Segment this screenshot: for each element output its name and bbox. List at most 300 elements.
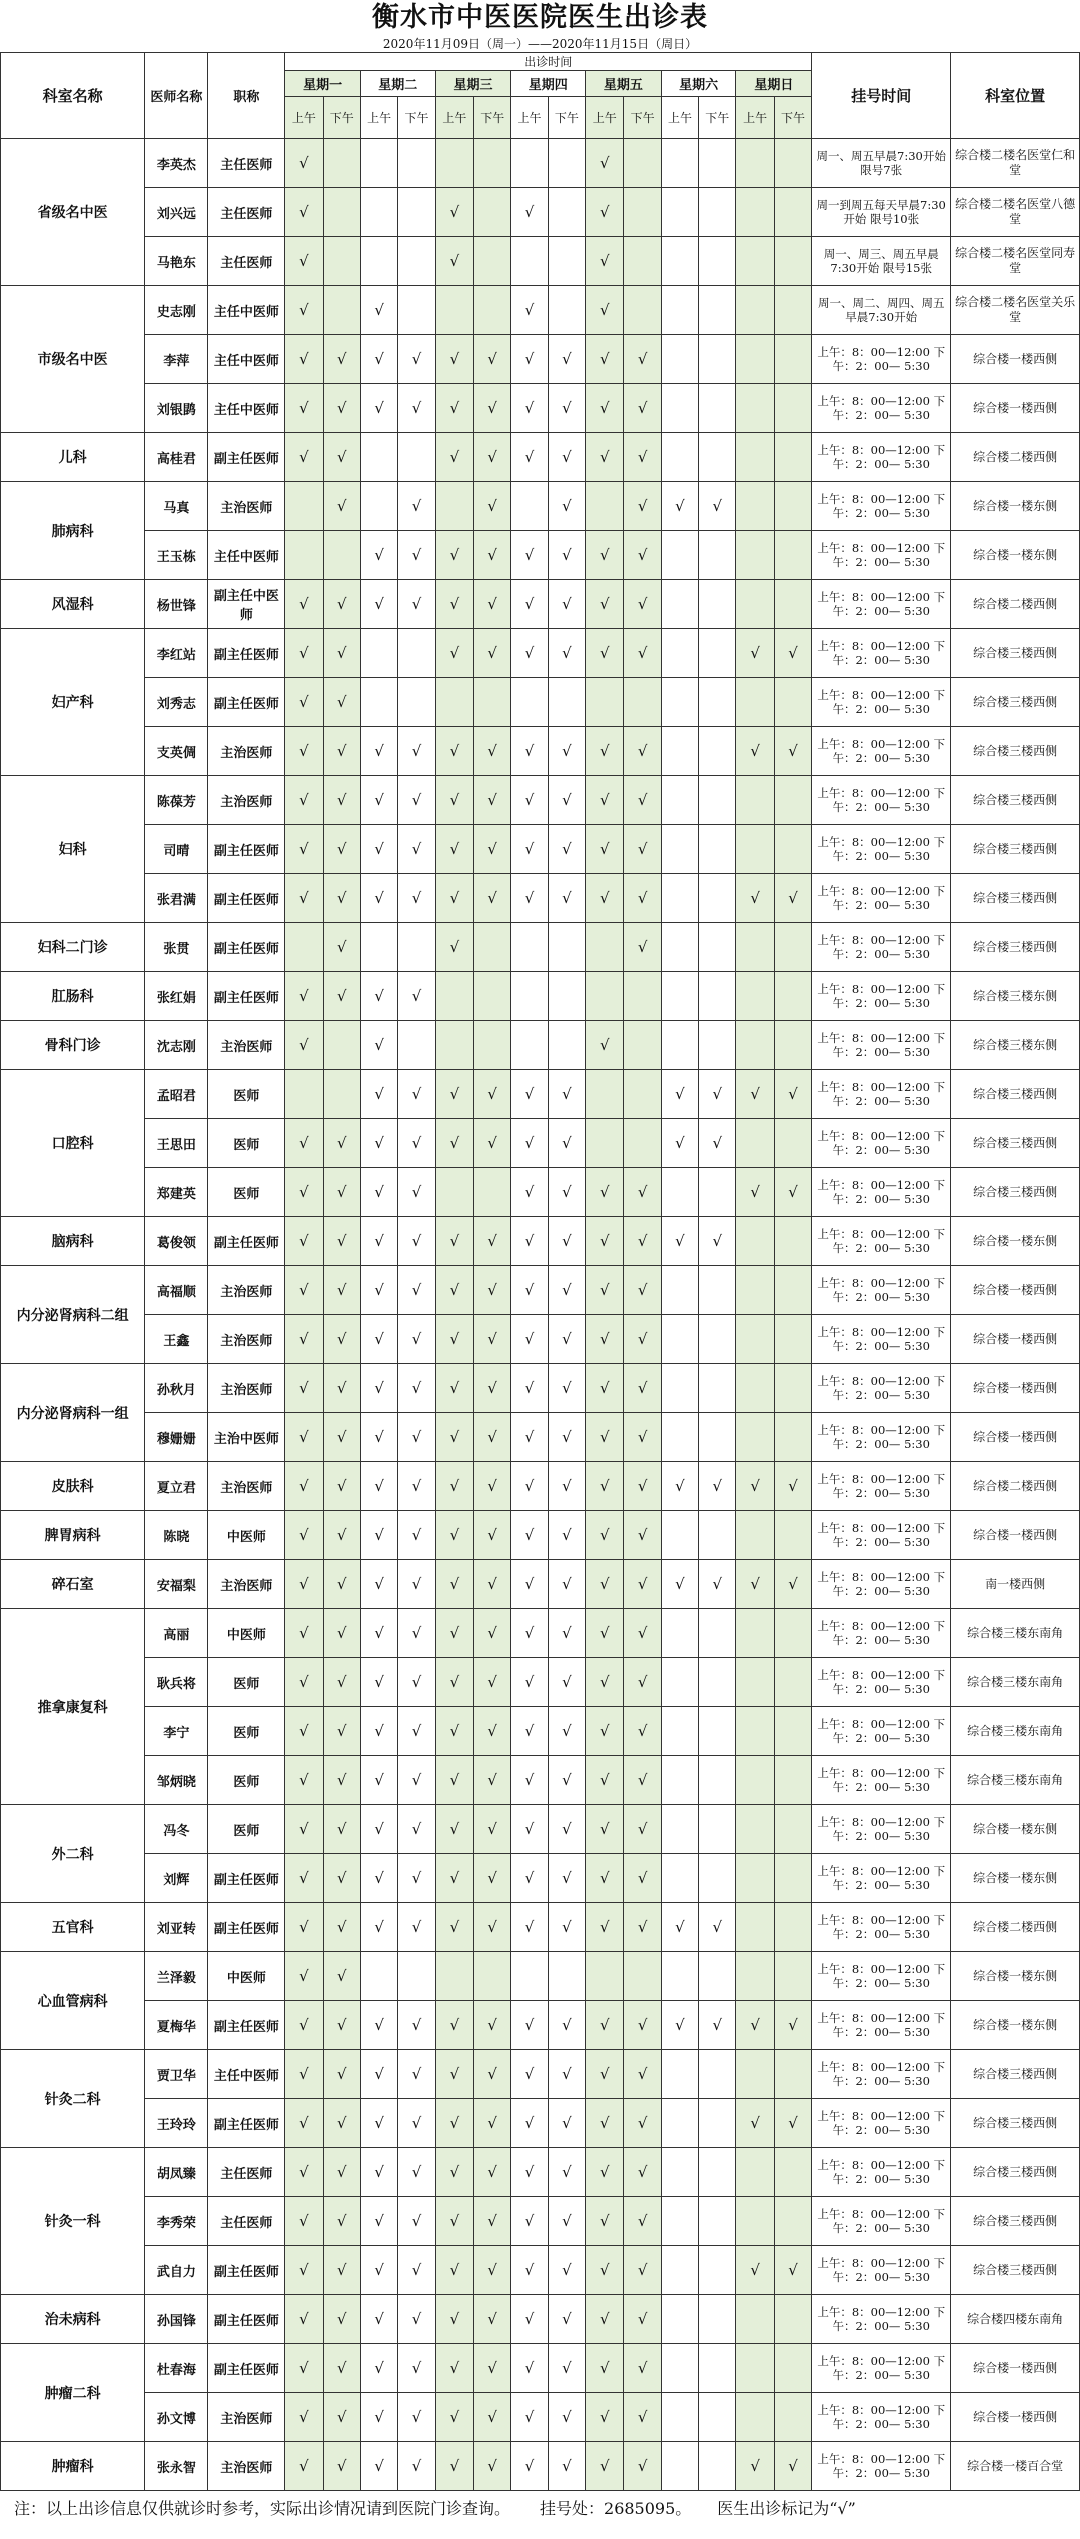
schedule-slot: √ <box>548 1364 585 1413</box>
schedule-slot: √ <box>435 237 473 286</box>
am-header: 上午 <box>511 97 548 139</box>
header-visit-time: 出诊时间 <box>285 53 812 71</box>
schedule-slot <box>699 2099 736 2148</box>
schedule-slot <box>661 2197 698 2246</box>
dept-name: 五官科 <box>1 1903 145 1952</box>
schedule-slot: √ <box>624 1658 661 1707</box>
schedule-slot: √ <box>586 1707 624 1756</box>
schedule-slot <box>548 237 585 286</box>
schedule-slot <box>474 1021 511 1070</box>
schedule-slot: √ <box>586 580 624 629</box>
schedule-slot: √ <box>548 1903 585 1952</box>
dept-location: 综合楼一楼东侧 <box>951 1952 1080 2001</box>
schedule-slot: √ <box>699 1462 736 1511</box>
schedule-slot: √ <box>285 1462 323 1511</box>
dept-name: 省级名中医 <box>1 139 145 286</box>
schedule-slot <box>736 2050 774 2099</box>
table-row <box>1 1805 1080 1854</box>
dept-location: 综合楼一楼西侧 <box>951 1413 1080 1462</box>
schedule-slot: √ <box>323 335 360 384</box>
schedule-slot: √ <box>548 433 585 482</box>
schedule-slot <box>736 139 774 188</box>
schedule-slot: √ <box>736 1462 774 1511</box>
schedule-slot: √ <box>285 188 323 237</box>
table-row <box>1 188 1080 237</box>
schedule-slot <box>774 2344 811 2393</box>
registration-time: 上午：8：00—12:00 下午：2：00— 5:30 <box>812 874 951 923</box>
registration-time: 上午：8：00—12:00 下午：2：00— 5:30 <box>812 923 951 972</box>
schedule-slot <box>699 237 736 286</box>
table-row <box>1 1658 1080 1707</box>
schedule-slot: √ <box>548 531 585 580</box>
schedule-table <box>0 52 1080 2491</box>
schedule-slot: √ <box>285 1266 323 1315</box>
schedule-slot <box>736 188 774 237</box>
doctor-title: 副主任医师 <box>208 1854 285 1903</box>
schedule-slot <box>699 1707 736 1756</box>
schedule-slot <box>661 727 698 776</box>
schedule-slot <box>398 139 435 188</box>
schedule-slot: √ <box>474 2344 511 2393</box>
schedule-slot: √ <box>285 1707 323 1756</box>
table-row <box>1 1315 1080 1364</box>
schedule-slot <box>624 678 661 727</box>
dept-name: 内分泌肾病科一组 <box>1 1364 145 1462</box>
doctor-title: 副主任医师 <box>208 874 285 923</box>
dept-location: 综合楼二楼西侧 <box>951 1903 1080 1952</box>
doctor-title: 主治医师 <box>208 727 285 776</box>
schedule-slot <box>736 580 774 629</box>
doctor-name: 张永智 <box>145 2442 208 2491</box>
schedule-slot <box>661 874 698 923</box>
schedule-slot: √ <box>285 825 323 874</box>
registration-time: 上午：8：00—12:00 下午：2：00— 5:30 <box>812 1854 951 1903</box>
schedule-slot <box>736 2197 774 2246</box>
schedule-slot: √ <box>323 1903 360 1952</box>
schedule-slot: √ <box>398 335 435 384</box>
schedule-slot: √ <box>511 2050 548 2099</box>
dept-location: 综合楼一楼西侧 <box>951 2393 1080 2442</box>
am-header: 上午 <box>661 97 698 139</box>
schedule-slot: √ <box>474 1511 511 1560</box>
doctor-title: 副主任医师 <box>208 2344 285 2393</box>
schedule-slot: √ <box>548 1805 585 1854</box>
dept-location: 综合楼三楼西侧 <box>951 1168 1080 1217</box>
schedule-slot <box>774 139 811 188</box>
doctor-name: 贾卫华 <box>145 2050 208 2099</box>
schedule-slot: √ <box>360 1315 397 1364</box>
schedule-slot: √ <box>736 727 774 776</box>
schedule-slot: √ <box>624 531 661 580</box>
schedule-slot: √ <box>511 1413 548 1462</box>
schedule-slot <box>661 1413 698 1462</box>
schedule-slot <box>360 139 397 188</box>
doctor-title: 副主任医师 <box>208 2295 285 2344</box>
doctor-name: 李秀荣 <box>145 2197 208 2246</box>
schedule-slot: √ <box>586 727 624 776</box>
doctor-name: 孟昭君 <box>145 1070 208 1119</box>
registration-time: 上午：8：00—12:00 下午：2：00— 5:30 <box>812 1511 951 1560</box>
doctor-title: 主治中医师 <box>208 1413 285 1462</box>
doctor-name: 刘兴远 <box>145 188 208 237</box>
schedule-slot: √ <box>323 2393 360 2442</box>
schedule-slot: √ <box>360 286 397 335</box>
schedule-slot: √ <box>435 1217 473 1266</box>
am-header: 上午 <box>360 97 397 139</box>
schedule-slot: √ <box>548 2393 585 2442</box>
footer-note: 注：以上出诊信息仅供就诊时参考，实际出诊情况请到医院门诊查询。 <box>14 2499 511 2518</box>
dept-name: 肺病科 <box>1 482 145 580</box>
registration-time: 上午：8：00—12:00 下午：2：00— 5:30 <box>812 678 951 727</box>
schedule-slot: √ <box>474 1315 511 1364</box>
schedule-slot <box>699 1364 736 1413</box>
registration-time: 上午：8：00—12:00 下午：2：00— 5:30 <box>812 1658 951 1707</box>
doctor-name: 王鑫 <box>145 1315 208 1364</box>
doctor-name: 葛俊领 <box>145 1217 208 1266</box>
schedule-slot: √ <box>398 1854 435 1903</box>
schedule-slot <box>474 237 511 286</box>
schedule-slot: √ <box>435 188 473 237</box>
doctor-name: 王思田 <box>145 1119 208 1168</box>
doctor-title: 医师 <box>208 1756 285 1805</box>
schedule-slot: √ <box>548 727 585 776</box>
schedule-slot: √ <box>474 2197 511 2246</box>
schedule-slot: √ <box>323 2442 360 2491</box>
schedule-slot: √ <box>511 335 548 384</box>
schedule-slot: √ <box>586 188 624 237</box>
schedule-slot: √ <box>624 1511 661 1560</box>
schedule-slot: √ <box>285 2148 323 2197</box>
schedule-slot: √ <box>474 1903 511 1952</box>
schedule-slot: √ <box>398 1070 435 1119</box>
table-row <box>1 1903 1080 1952</box>
schedule-slot: √ <box>360 1805 397 1854</box>
doctor-name: 高丽 <box>145 1609 208 1658</box>
schedule-slot <box>398 629 435 678</box>
dept-location: 综合楼三楼西侧 <box>951 629 1080 678</box>
schedule-slot: √ <box>398 1168 435 1217</box>
schedule-slot: √ <box>624 1462 661 1511</box>
schedule-slot: √ <box>285 1119 323 1168</box>
schedule-slot: √ <box>474 1854 511 1903</box>
schedule-slot <box>661 1266 698 1315</box>
dept-name: 皮肤科 <box>1 1462 145 1511</box>
schedule-slot <box>699 1854 736 1903</box>
schedule-slot <box>661 972 698 1021</box>
schedule-slot: √ <box>774 1168 811 1217</box>
schedule-slot: √ <box>511 825 548 874</box>
schedule-slot: √ <box>699 1217 736 1266</box>
schedule-slot: √ <box>624 1854 661 1903</box>
schedule-slot: √ <box>736 629 774 678</box>
schedule-slot: √ <box>548 1462 585 1511</box>
schedule-slot <box>774 2393 811 2442</box>
schedule-slot: √ <box>323 825 360 874</box>
table-row <box>1 1560 1080 1609</box>
schedule-slot <box>661 1854 698 1903</box>
schedule-slot: √ <box>548 2295 585 2344</box>
schedule-slot: √ <box>285 580 323 629</box>
dept-name: 心血管病科 <box>1 1952 145 2050</box>
schedule-slot: √ <box>398 1560 435 1609</box>
schedule-slot: √ <box>285 1021 323 1070</box>
schedule-slot <box>360 237 397 286</box>
schedule-slot: √ <box>285 2197 323 2246</box>
doctor-name: 刘亚转 <box>145 1903 208 1952</box>
schedule-slot <box>435 286 473 335</box>
schedule-slot: √ <box>511 384 548 433</box>
schedule-slot: √ <box>435 1805 473 1854</box>
footer-phone: 挂号处：2685095。 <box>540 2499 692 2518</box>
schedule-slot: √ <box>360 972 397 1021</box>
schedule-slot <box>398 923 435 972</box>
schedule-slot: √ <box>398 2050 435 2099</box>
schedule-slot: √ <box>586 237 624 286</box>
schedule-slot: √ <box>548 776 585 825</box>
schedule-slot: √ <box>624 482 661 531</box>
schedule-slot: √ <box>398 776 435 825</box>
registration-time: 周一、周三、周五早晨7:30开始 限号15张 <box>812 237 951 286</box>
schedule-slot: √ <box>474 482 511 531</box>
pm-header: 下午 <box>323 97 360 139</box>
registration-time: 上午：8：00—12:00 下午：2：00— 5:30 <box>812 727 951 776</box>
registration-time: 上午：8：00—12:00 下午：2：00— 5:30 <box>812 2197 951 2246</box>
table-row <box>1 2246 1080 2295</box>
dept-location: 综合楼一楼东侧 <box>951 1805 1080 1854</box>
registration-time: 上午：8：00—12:00 下午：2：00— 5:30 <box>812 2295 951 2344</box>
doctor-title: 主任医师 <box>208 2148 285 2197</box>
doctor-title: 副主任中医师 <box>208 580 285 629</box>
dept-name: 推拿康复科 <box>1 1609 145 1805</box>
table-row <box>1 531 1080 580</box>
dept-location: 综合楼三楼西侧 <box>951 2197 1080 2246</box>
schedule-slot <box>736 1658 774 1707</box>
schedule-slot: √ <box>699 2001 736 2050</box>
schedule-slot <box>699 580 736 629</box>
schedule-slot <box>661 1168 698 1217</box>
schedule-slot <box>774 2197 811 2246</box>
schedule-slot: √ <box>323 1560 360 1609</box>
schedule-slot: √ <box>323 1413 360 1462</box>
dept-name: 风湿科 <box>1 580 145 629</box>
schedule-slot: √ <box>435 384 473 433</box>
table-row <box>1 2099 1080 2148</box>
table-row <box>1 923 1080 972</box>
schedule-slot: √ <box>360 1756 397 1805</box>
schedule-slot <box>774 580 811 629</box>
schedule-slot: √ <box>474 2442 511 2491</box>
table-row <box>1 335 1080 384</box>
schedule-slot <box>774 1952 811 2001</box>
schedule-slot <box>699 2295 736 2344</box>
schedule-slot: √ <box>586 1462 624 1511</box>
dept-location: 综合楼三楼西侧 <box>951 2148 1080 2197</box>
schedule-slot: √ <box>285 433 323 482</box>
schedule-slot: √ <box>398 1609 435 1658</box>
schedule-slot <box>699 1952 736 2001</box>
schedule-slot: √ <box>360 1168 397 1217</box>
doctor-name: 武自力 <box>145 2246 208 2295</box>
table-row <box>1 1511 1080 1560</box>
schedule-slot <box>360 1952 397 2001</box>
schedule-slot <box>398 1952 435 2001</box>
registration-time: 上午：8：00—12:00 下午：2：00— 5:30 <box>812 629 951 678</box>
schedule-slot: √ <box>435 1560 473 1609</box>
schedule-slot: √ <box>435 1462 473 1511</box>
dept-location: 综合楼二楼名医堂仁和堂 <box>951 139 1080 188</box>
schedule-slot <box>360 678 397 727</box>
schedule-slot: √ <box>435 727 473 776</box>
schedule-slot <box>398 237 435 286</box>
schedule-slot: √ <box>736 874 774 923</box>
table-row <box>1 2148 1080 2197</box>
schedule-slot: √ <box>398 2295 435 2344</box>
dept-name: 脾胃病科 <box>1 1511 145 1560</box>
pm-header: 下午 <box>624 97 661 139</box>
registration-time: 上午：8：00—12:00 下午：2：00— 5:30 <box>812 2442 951 2491</box>
schedule-slot: √ <box>398 482 435 531</box>
schedule-slot: √ <box>435 825 473 874</box>
dept-location: 综合楼三楼西侧 <box>951 923 1080 972</box>
dept-name: 口腔科 <box>1 1070 145 1217</box>
schedule-slot: √ <box>360 1903 397 1952</box>
day-header: 星期六 <box>661 71 736 97</box>
schedule-slot: √ <box>624 1756 661 1805</box>
schedule-slot <box>736 335 774 384</box>
schedule-slot: √ <box>624 1266 661 1315</box>
dept-location: 综合楼三楼西侧 <box>951 825 1080 874</box>
schedule-slot: √ <box>624 2148 661 2197</box>
header-reg-time: 挂号时间 <box>812 53 951 139</box>
schedule-slot: √ <box>699 482 736 531</box>
doctor-title: 主任医师 <box>208 237 285 286</box>
schedule-slot: √ <box>398 384 435 433</box>
doctor-title: 主治医师 <box>208 1364 285 1413</box>
dept-location: 综合楼二楼名医堂关乐堂 <box>951 286 1080 335</box>
schedule-slot: √ <box>624 1903 661 1952</box>
schedule-slot <box>661 678 698 727</box>
schedule-slot: √ <box>323 2246 360 2295</box>
schedule-slot <box>774 1903 811 1952</box>
schedule-slot: √ <box>285 2001 323 2050</box>
doctor-name: 杜春海 <box>145 2344 208 2393</box>
schedule-slot <box>699 188 736 237</box>
schedule-slot: √ <box>285 1658 323 1707</box>
schedule-slot <box>624 188 661 237</box>
doctor-name: 邹炳晓 <box>145 1756 208 1805</box>
schedule-slot: √ <box>398 1413 435 1462</box>
doctor-name: 孙文博 <box>145 2393 208 2442</box>
schedule-slot: √ <box>699 1070 736 1119</box>
schedule-slot: √ <box>323 482 360 531</box>
table-row <box>1 1413 1080 1462</box>
schedule-slot: √ <box>285 1609 323 1658</box>
schedule-slot: √ <box>624 1364 661 1413</box>
schedule-slot: √ <box>548 2197 585 2246</box>
doctor-title: 中医师 <box>208 1952 285 2001</box>
table-row <box>1 1266 1080 1315</box>
schedule-slot <box>699 1168 736 1217</box>
registration-time: 上午：8：00—12:00 下午：2：00— 5:30 <box>812 531 951 580</box>
schedule-slot: √ <box>360 2148 397 2197</box>
schedule-slot: √ <box>323 1168 360 1217</box>
schedule-slot <box>661 1805 698 1854</box>
schedule-slot: √ <box>323 2001 360 2050</box>
pm-header: 下午 <box>398 97 435 139</box>
schedule-slot <box>774 1217 811 1266</box>
dept-location: 综合楼三楼东南角 <box>951 1609 1080 1658</box>
dept-name: 骨科门诊 <box>1 1021 145 1070</box>
table-header <box>1 53 1080 139</box>
table-row <box>1 1119 1080 1168</box>
schedule-slot: √ <box>474 1560 511 1609</box>
schedule-slot: √ <box>360 1119 397 1168</box>
schedule-slot: √ <box>511 580 548 629</box>
pm-header: 下午 <box>474 97 511 139</box>
dept-location: 综合楼三楼东南角 <box>951 1756 1080 1805</box>
schedule-slot <box>661 2099 698 2148</box>
schedule-slot: √ <box>398 2197 435 2246</box>
schedule-slot: √ <box>474 1364 511 1413</box>
table-row <box>1 1462 1080 1511</box>
schedule-slot: √ <box>398 727 435 776</box>
schedule-slot: √ <box>360 531 397 580</box>
table-row <box>1 776 1080 825</box>
schedule-slot: √ <box>435 874 473 923</box>
dept-location: 综合楼一楼西侧 <box>951 1364 1080 1413</box>
table-row <box>1 1021 1080 1070</box>
doctor-title: 主任中医师 <box>208 286 285 335</box>
schedule-slot <box>323 139 360 188</box>
dept-name: 肿瘤科 <box>1 2442 145 2491</box>
schedule-slot: √ <box>435 2099 473 2148</box>
doctor-title: 医师 <box>208 1070 285 1119</box>
dept-location: 综合楼三楼东侧 <box>951 972 1080 1021</box>
schedule-slot <box>774 1119 811 1168</box>
schedule-slot <box>699 972 736 1021</box>
schedule-slot: √ <box>323 2295 360 2344</box>
doctor-title: 主治医师 <box>208 2442 285 2491</box>
schedule-slot <box>661 2246 698 2295</box>
registration-time: 上午：8：00—12:00 下午：2：00— 5:30 <box>812 2393 951 2442</box>
schedule-slot <box>360 923 397 972</box>
schedule-slot: √ <box>323 2099 360 2148</box>
schedule-slot: √ <box>511 1168 548 1217</box>
schedule-slot <box>435 1021 473 1070</box>
dept-location: 综合楼一楼西侧 <box>951 384 1080 433</box>
schedule-slot: √ <box>360 2344 397 2393</box>
schedule-slot: √ <box>474 580 511 629</box>
schedule-slot: √ <box>360 874 397 923</box>
schedule-slot <box>323 1070 360 1119</box>
schedule-slot <box>736 2393 774 2442</box>
doctor-title: 医师 <box>208 1805 285 1854</box>
schedule-slot <box>474 1952 511 2001</box>
schedule-slot: √ <box>474 2099 511 2148</box>
schedule-slot: √ <box>474 629 511 678</box>
schedule-slot: √ <box>511 1217 548 1266</box>
schedule-slot: √ <box>624 825 661 874</box>
day-header: 星期一 <box>285 71 361 97</box>
schedule-slot: √ <box>586 1021 624 1070</box>
schedule-slot: √ <box>435 1658 473 1707</box>
schedule-slot <box>736 1609 774 1658</box>
schedule-slot: √ <box>285 1315 323 1364</box>
table-row <box>1 1168 1080 1217</box>
doctor-name: 马真 <box>145 482 208 531</box>
schedule-slot: √ <box>435 629 473 678</box>
schedule-slot: √ <box>624 433 661 482</box>
